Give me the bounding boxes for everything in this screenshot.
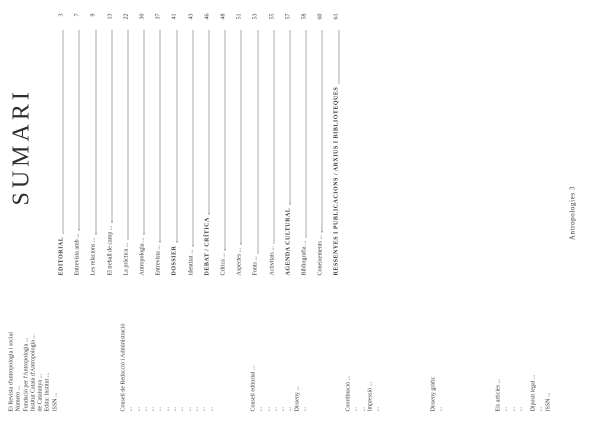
toc-page-number: 7 bbox=[74, 13, 81, 16]
credit-line: ... bbox=[163, 406, 170, 411]
toc-page-number: 57 bbox=[284, 13, 291, 19]
toc-entry-title: Entrevista ... bbox=[155, 244, 162, 275]
toc-page-number: 13 bbox=[106, 13, 113, 19]
toc-leader-dots bbox=[208, 30, 209, 214]
toc-entry-title: Aspectes ... bbox=[236, 247, 243, 275]
credit-line: ... bbox=[156, 406, 163, 411]
toc-leader-dots bbox=[338, 30, 339, 83]
toc-entry[interactable] bbox=[333, 13, 340, 275]
toc-leader-dots bbox=[143, 30, 144, 234]
toc-leader-dots bbox=[78, 30, 79, 230]
toc-entry[interactable] bbox=[188, 13, 195, 275]
credit-line: Fundació per l'Antropologia ... bbox=[22, 337, 29, 411]
toc-leader-dots bbox=[224, 30, 225, 250]
credit-line: ... bbox=[279, 406, 286, 411]
credit-line: Coordinació ... bbox=[345, 375, 351, 411]
credits-block-legal bbox=[530, 293, 552, 411]
toc-leader-dots bbox=[240, 30, 241, 244]
credit-line: Consell editorial ... bbox=[250, 365, 256, 411]
credit-line: ... bbox=[374, 406, 381, 411]
toc-page-number: 51 bbox=[236, 13, 243, 19]
credits-block-publisher bbox=[8, 293, 59, 411]
toc-leader-dots bbox=[111, 30, 112, 222]
credit-line: ... bbox=[257, 406, 264, 411]
credit-line: ISSN ... bbox=[51, 391, 58, 411]
toc-leader-dots bbox=[62, 30, 63, 233]
credit-line: Impressió ... bbox=[366, 381, 373, 411]
credit-line: Número ... bbox=[15, 385, 22, 411]
toc-entry[interactable] bbox=[107, 13, 114, 275]
credit-line: ... bbox=[134, 406, 141, 411]
credit-line: ... bbox=[537, 406, 544, 411]
toc-page-number: 55 bbox=[268, 13, 275, 19]
toc-entry-title: DEBAT / CRÍTICA bbox=[203, 216, 210, 275]
toc-entry[interactable] bbox=[58, 13, 65, 275]
credit-line: ... bbox=[509, 406, 516, 411]
toc-leader-dots bbox=[273, 30, 274, 243]
credits-block-design bbox=[430, 293, 445, 411]
toc-page-number: 43 bbox=[187, 13, 194, 19]
toc-entry[interactable] bbox=[139, 13, 146, 275]
toc-entry-title: Fonts ... bbox=[252, 255, 259, 275]
credits-block-council bbox=[250, 293, 308, 411]
toc-entry-title: Les relacions ... bbox=[90, 237, 97, 275]
credit-line: Dipòsit legal ... bbox=[530, 374, 536, 411]
toc-entry[interactable] bbox=[123, 13, 130, 275]
credit-line: ... bbox=[178, 406, 185, 411]
toc-page-number: 53 bbox=[252, 13, 259, 19]
credit-line: Institut Català d'Antropologia ... bbox=[29, 333, 36, 411]
toc-page-number: 3 bbox=[58, 13, 64, 16]
toc-entry-title: Crítica ... bbox=[220, 252, 227, 275]
toc-page-number: 37 bbox=[155, 13, 162, 19]
credit-line: ... bbox=[171, 406, 178, 411]
toc-entry-title: RESSENYES I PUBLICACIONS / ARXIUS I BIBLIOTEQUES bbox=[333, 86, 340, 275]
toc-leader-dots bbox=[159, 30, 160, 242]
toc-leader-dots bbox=[321, 30, 322, 232]
credit-line: de Catalunya ... bbox=[37, 373, 44, 411]
credits-block-notice bbox=[495, 293, 524, 411]
toc-page-number: 41 bbox=[171, 13, 178, 19]
toc-entry[interactable] bbox=[204, 13, 211, 275]
credit-line: ... bbox=[502, 406, 509, 411]
toc-entry[interactable] bbox=[269, 13, 276, 275]
credits-block-coordination bbox=[345, 293, 381, 411]
toc-entry-title: El treball de camp ... bbox=[106, 225, 113, 275]
credit-line: ... bbox=[207, 406, 214, 411]
toc-leader-dots bbox=[257, 30, 258, 253]
table-of-contents bbox=[58, 13, 350, 275]
credit-line: ... bbox=[141, 406, 148, 411]
credit-line: El Revista d'antropologia i social bbox=[8, 331, 14, 411]
credit-line: Consell de Redacció i Administració bbox=[120, 323, 126, 411]
credit-line: Disseny gràfic bbox=[430, 376, 436, 411]
contents-column bbox=[0, 5, 600, 275]
toc-leader-dots bbox=[95, 30, 96, 234]
credit-line: Edita: Institut ... bbox=[44, 372, 51, 411]
toc-entry[interactable] bbox=[74, 13, 81, 275]
toc-page-number: 22 bbox=[122, 13, 129, 19]
toc-leader-dots bbox=[176, 30, 177, 242]
credit-line: ... bbox=[127, 406, 134, 411]
toc-entry-title: Coneixements ... bbox=[317, 234, 324, 275]
toc-page-number: 30 bbox=[139, 13, 146, 19]
toc-entry-title: EDITORIAL bbox=[58, 236, 64, 275]
toc-entry[interactable] bbox=[301, 13, 308, 275]
toc-page-number: 61 bbox=[333, 13, 340, 19]
credit-line: ... bbox=[301, 406, 308, 411]
toc-page-number: 58 bbox=[301, 13, 308, 19]
toc-entry-title: La pràctica ... bbox=[122, 242, 129, 275]
toc-entry[interactable] bbox=[317, 13, 324, 275]
credit-line: Els articles ... bbox=[495, 378, 501, 411]
toc-entry-title: Identitat ... bbox=[187, 249, 194, 275]
toc-entry[interactable] bbox=[90, 13, 97, 275]
toc-page-number: 60 bbox=[317, 13, 324, 19]
toc-entry-title: Entrevista amb ... bbox=[74, 232, 81, 275]
toc-entry[interactable] bbox=[236, 13, 243, 275]
credit-line: ... bbox=[352, 406, 359, 411]
credit-line: ... bbox=[200, 406, 207, 411]
toc-leader-dots bbox=[289, 30, 290, 204]
credits-column bbox=[0, 291, 600, 411]
page-footer: Antropologies 3 bbox=[568, 185, 576, 240]
toc-entry[interactable] bbox=[220, 13, 227, 275]
toc-entry-title: Activitats ... bbox=[268, 245, 275, 275]
toc-page-number: 9 bbox=[90, 13, 97, 16]
toc-entry-title: Antropologia ... bbox=[139, 237, 146, 275]
credit-line: ... bbox=[149, 406, 156, 411]
toc-entry-title: Bibliografia ... bbox=[301, 240, 308, 275]
toc-entry[interactable] bbox=[252, 13, 259, 275]
toc-page-number: 48 bbox=[220, 13, 227, 19]
credit-line: ... bbox=[271, 406, 278, 411]
credit-line: ... bbox=[437, 406, 444, 411]
toc-leader-dots bbox=[192, 30, 193, 246]
credit-line: ... bbox=[192, 406, 199, 411]
credit-line: ... bbox=[185, 406, 192, 411]
page-title: SUMARI bbox=[8, 87, 34, 205]
toc-page-number: 46 bbox=[203, 13, 210, 19]
toc-leader-dots bbox=[127, 30, 128, 239]
credits-block-editorial-board bbox=[120, 293, 215, 411]
credit-line: ... bbox=[286, 406, 293, 411]
credit-line: ... bbox=[359, 406, 366, 411]
toc-entry-title: DOSSIER bbox=[171, 245, 178, 275]
credit-line: ... bbox=[516, 406, 523, 411]
toc-entry-title: AGENDA CULTURAL bbox=[284, 207, 291, 275]
toc-entry[interactable] bbox=[155, 13, 162, 275]
credit-line: ISSN ... bbox=[544, 391, 551, 411]
credit-line: ... bbox=[264, 406, 271, 411]
toc-entry[interactable] bbox=[285, 13, 292, 275]
credit-line: Disseny ... bbox=[293, 385, 300, 411]
toc-entry[interactable] bbox=[171, 13, 178, 275]
toc-leader-dots bbox=[305, 30, 306, 237]
